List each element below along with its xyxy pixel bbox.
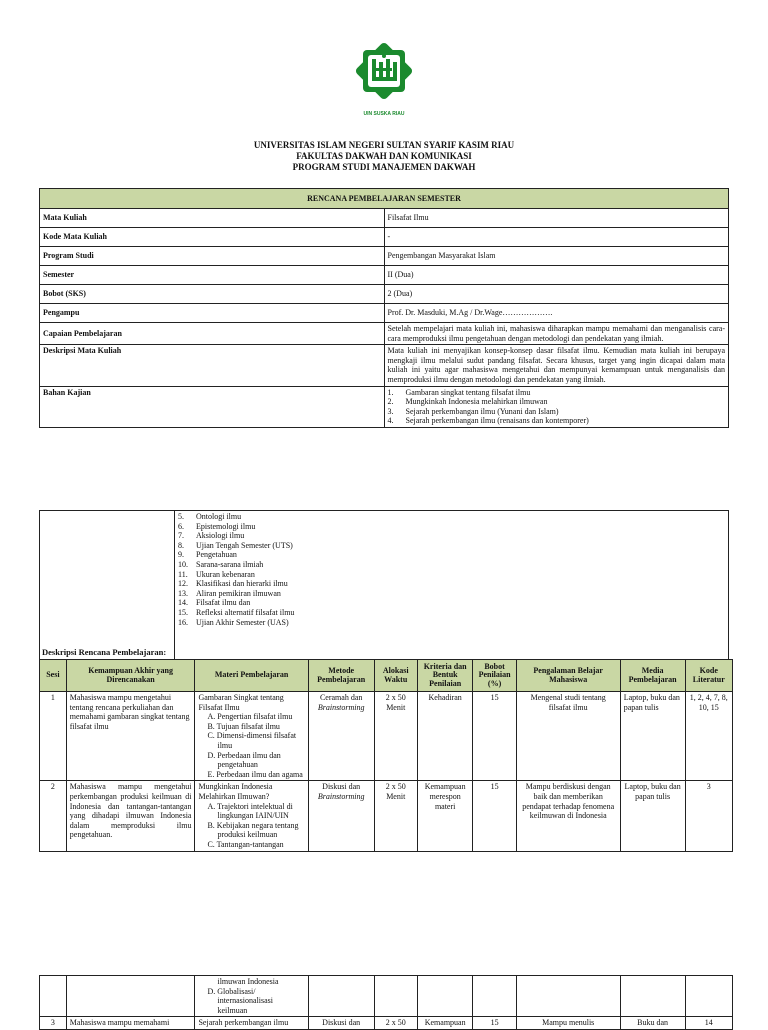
list-item: 10. Sarana-sarana ilmiah — [178, 559, 264, 569]
col-header: Metode Pembelajaran — [308, 660, 374, 692]
info-row — [40, 247, 729, 266]
cell-materi: Mungkinkan Indonesia Melahirkan Ilmuwan? A. Trajektori intelektual di lingkungan IAIN/UIN B. Kebijakan negara tentang produksi keilmuan C. Tantangan-tantangan — [195, 781, 308, 851]
list-item: 12. Klasifikasi dan hierarki ilmu — [178, 579, 288, 589]
cell-kode: 3 — [685, 781, 732, 851]
cell-pengalaman: Mengenal studi tentang filsafat ilmu — [516, 692, 620, 781]
plan-header-row — [40, 660, 733, 692]
info-row — [40, 209, 729, 228]
info-row — [40, 266, 729, 285]
info-row — [40, 228, 729, 247]
list-item: D. Globalisasi/ internasionalisasi keilmuan — [207, 986, 274, 1015]
list-item: A. Pengertian filsafat ilmu — [207, 712, 293, 722]
list-item: A. Trajektori intelektual di lingkungan IAIN/UIN — [207, 801, 293, 821]
list-item — [178, 637, 725, 647]
cell-kriteria: Kemampuan merespon materi — [417, 781, 473, 851]
table-row — [40, 781, 733, 851]
cell-sesi: 3 — [40, 1017, 67, 1030]
cell-metode: Diskusi dan — [308, 1017, 374, 1030]
logo-caption: UIN SUSKA RIAU — [363, 111, 405, 117]
info-key: Kode Mata Kuliah — [40, 228, 385, 247]
info-row — [40, 285, 729, 304]
info-key: Program Studi — [40, 247, 385, 266]
cell-materi: Gambaran Singkat tentang Filsafat Ilmu A. Pengertian filsafat ilmu B. Tujuan filsafat ilmu C. Dimensi-dimensi filsafat ilmu D. Perbedaan ilmu dan pengetahuan E. Perbedaan ilmu dan agama — [195, 692, 308, 781]
table-row — [40, 976, 733, 1017]
list-item: 16. Ujian Akhir Semester (UAS) — [178, 617, 289, 627]
table-row — [40, 1017, 733, 1030]
list-item: 4. Sejarah perkembangan ilmu (renaisans dan kontemporer) — [387, 416, 589, 426]
list-item: 14. Filsafat ilmu dan — [178, 598, 251, 608]
info-key: Capaian Pembelajaran — [40, 323, 385, 345]
cell-kriteria: Kehadiran — [417, 692, 473, 781]
list-item: C. Tantangan-tantangan — [207, 839, 284, 849]
bahan-kajian-continued — [39, 510, 729, 668]
plan-table-continued — [39, 975, 733, 1030]
cell-media: Buku dan — [620, 1017, 685, 1030]
info-key: Bobot (SKS) — [40, 285, 385, 304]
cell-kemampuan: Mahasiswa mampu mengetahui tentang rencana perkuliahan dan memahami gambaran singkat tentang filsafat ilmu — [66, 692, 195, 781]
cell-kode: 1, 2, 4, 7, 8, 10, 15 — [685, 692, 732, 781]
col-header: Kode Literatur — [685, 660, 732, 692]
info-value: Filsafat Ilmu — [384, 209, 729, 228]
cell-kemampuan: Mahasiswa mampu memahami — [66, 1017, 195, 1030]
list-item: 8. Ujian Tengah Semester (UTS) — [178, 540, 293, 550]
info-row — [40, 323, 729, 345]
table-row — [40, 692, 733, 781]
list-item: C. Dimensi-dimensi filsafat ilmu — [207, 731, 297, 750]
list-item: 13. Aliran pemikiran ilmuwan — [178, 588, 281, 598]
col-header: Materi Pembelajaran — [195, 660, 308, 692]
list-item: 5. Ontologi ilmu — [178, 512, 242, 521]
list-item: 7. Aksiologi ilmu — [178, 531, 245, 541]
info-value: II (Dua) — [384, 266, 729, 285]
rps-info-table — [39, 188, 729, 428]
bahan-kajian-list-cont — [175, 511, 729, 668]
cell-pengalaman: Mampu menulis — [516, 1017, 620, 1030]
list-item: 9. Pengetahuan — [178, 550, 237, 560]
info-value: 2 (Dua) — [384, 285, 729, 304]
cell-metode: Ceramah dan Brainstorming — [308, 692, 374, 781]
list-item: 1. Gambaran singkat tentang filsafat ilmu — [387, 387, 531, 397]
cell-bobot: 15 — [473, 781, 516, 851]
bahan-kajian-list — [384, 386, 729, 427]
info-key: Deskripsi Mata Kuliah — [40, 345, 385, 386]
info-value: Prof. Dr. Masduki, M.Ag / Dr.Wage………………. — [384, 304, 729, 323]
list-item: E. Perbedaan ilmu dan agama — [207, 769, 303, 779]
col-header: Media Pembelajaran — [620, 660, 685, 692]
cell-materi: ilmuwan Indonesia D. Globalisasi/ internasionalisasi keilmuan — [195, 976, 308, 1017]
cell-materi: Sejarah perkembangan ilmu — [195, 1017, 308, 1030]
info-value: Setelah mempelajari mata kuliah ini, mahasiswa diharapkan mampu memahami dan menganalisis cara-cara memproduksi ilmu pengetahuan dengan metodologi dan pendekatan yang ilmiah. — [384, 323, 729, 345]
info-value: - — [384, 228, 729, 247]
list-item: 2. Mungkinkah Indonesia melahirkan ilmuwan — [387, 397, 548, 407]
cell-bobot: 15 — [473, 1017, 516, 1030]
document-header — [0, 140, 768, 173]
cell-media: Laptop, buku dan papan tulis — [620, 692, 685, 781]
university-name: UNIVERSITAS ISLAM NEGERI SULTAN SYARIF KASIM RIAU — [253, 140, 515, 150]
list-item: B. Tujuan filsafat ilmu — [207, 721, 280, 731]
uin-suska-logo — [346, 40, 422, 118]
cell-bobot: 15 — [473, 692, 516, 781]
info-row — [40, 345, 729, 386]
cell-alokasi: 2 x 50 Menit — [374, 781, 417, 851]
cell-media: Laptop, buku dan papan tulis — [620, 781, 685, 851]
cell-metode: Diskusi dan Brainstorming — [308, 781, 374, 851]
list-item: 3. Sejarah perkembangan ilmu (Yunani dan Islam) — [387, 406, 559, 416]
cell-sesi: 2 — [40, 781, 67, 851]
list-item — [178, 627, 725, 637]
info-value: Pengembangan Masyarakat Islam — [384, 247, 729, 266]
cell-kriteria: Kemampuan — [417, 1017, 473, 1030]
plan-table — [39, 659, 733, 852]
info-key: Bahan Kajian — [40, 386, 385, 427]
cell-alokasi: 2 x 50 — [374, 1017, 417, 1030]
cell-sesi: 1 — [40, 692, 67, 781]
rps-title: RENCANA PEMBELAJARAN SEMESTER — [40, 189, 729, 209]
faculty-name: FAKULTAS DAKWAH DAN KOMUNIKASI — [296, 150, 472, 161]
cell-kemampuan: Mahasiswa mampu mengetahui perkembangan produksi keilmuan di Indonesia dan tantangan-tantangan yang dihadapi ilmuwan Indonesia dalam memproduksi ilmu pengetahuan. — [66, 781, 195, 851]
info-key: Semester — [40, 266, 385, 285]
cell-alokasi: 2 x 50 Menit — [374, 692, 417, 781]
list-item: 11. Ukuran kebenaran — [178, 569, 255, 579]
info-row — [40, 304, 729, 323]
list-item: 15. Refleksi alternatif filsafat ilmu — [178, 607, 295, 617]
plan-section-label: Deskripsi Rencana Pembelajaran: — [42, 647, 167, 657]
info-key: Pengampu — [40, 304, 385, 323]
col-header: Sesi — [40, 660, 67, 692]
cell-kode: 14 — [685, 1017, 732, 1030]
list-item: D. Perbedaan ilmu dan pengetahuan — [207, 750, 281, 770]
info-key: Mata Kuliah — [40, 209, 385, 228]
program-name: PROGRAM STUDI MANAJEMEN DAKWAH — [292, 161, 476, 172]
col-header: Bobot Penilaian (%) — [473, 660, 516, 692]
cell-pengalaman: Mampu berdiskusi dengan baik dan memberikan pendapat terhadap fenomena keilmuwan di Indonesia — [516, 781, 620, 851]
col-header: Kemampuan Akhir yang Direncanakan — [66, 660, 195, 692]
list-item: B. Kebijakan negara tentang produksi keilmuan — [207, 820, 299, 840]
col-header: Alokasi Waktu — [374, 660, 417, 692]
info-row — [40, 386, 729, 427]
col-header: Kriteria dan Bentuk Penilaian — [417, 660, 473, 692]
list-item — [178, 646, 725, 656]
list-item: 6. Epistemologi ilmu — [178, 521, 256, 531]
col-header: Pengalaman Belajar Mahasiswa — [516, 660, 620, 692]
info-value: Mata kuliah ini menyajikan konsep-konsep dasar filsafat ilmu. Kemudian mata kuliah ini berupaya mengkaji ilmu melalui sudut pandang filsafat. Secara khusus, target yang ingin dicapai dalam mata kuliah ini yaitu agar mahasiswa mengetahui dan mempunyai kemampuan untuk menganalisis dan memproduksi ilmu dengan metodologi dan pendekatan yang ilmiah. — [384, 345, 729, 386]
empty-key-cell — [40, 511, 175, 668]
